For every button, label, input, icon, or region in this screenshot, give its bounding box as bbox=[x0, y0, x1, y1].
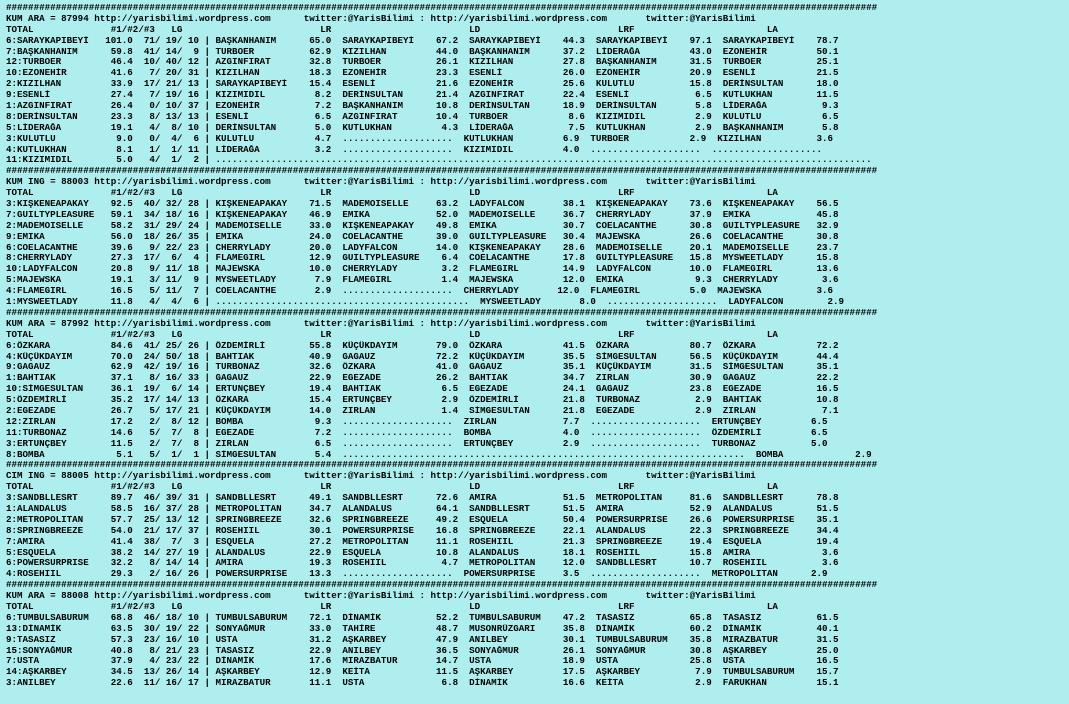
text-line: KUM ING = 88003 http://yarisbilimi.wordpress.com twitter:@YarisBilimi : http://yarisbilimi.wordpress.com twitter:@YarisBilimi bbox=[6, 177, 756, 188]
text-line: 9:TASASIZ 57.3 23/ 16/ 10 | USTA 31.2 AŞKARBEY 47.9 ANILBEY 30.1 TUMBULSABURUM 35.8 MIRAZBATUR 31.5 bbox=[6, 634, 839, 645]
text-line: 8:SPRINGBREEZE 54.0 21/ 17/ 37 | ROSEHIIL 30.1 POWERSURPRISE 16.8 SPRINGBREEZE 22.1 ALANDALUS 22.3 SPRINGBREEZE 34.4 bbox=[6, 525, 839, 536]
text-line: 3:ERTUNÇBEY 11.5 2/ 7/ 8 | ZIRLAN 6.5 .................... ERTUNÇBEY 2.9 .................... TURBONAZ 5.0 bbox=[6, 438, 828, 449]
text-line: CIM ING = 88005 http://yarisbilimi.wordpress.com twitter:@YarisBilimi : http://yarisbilimi.wordpress.com twitter:@YarisBilimi bbox=[6, 471, 756, 482]
text-line: 1:BAHTIAK 37.1 8/ 16/ 33 | GAGAUZ 22.9 EGEZADE 26.2 BAHTIAK 34.7 ZIRLAN 30.9 GAGAUZ 22.2 bbox=[6, 373, 839, 384]
text-line: TOTAL #1/#2/#3 LG LR LD LRF LA bbox=[6, 482, 778, 493]
text-line: 14:AŞKARBEY 34.5 13/ 26/ 14 | AŞKARBEY 12.9 KEİTA 11.5 AŞKARBEY 17.5 AŞKARBEY 7.9 TUMBULSABURUM 15.7 bbox=[6, 667, 839, 678]
text-line: 5:LİDERAĞA 19.1 4/ 8/ 10 | DERİNSULTAN 5.0 KUTLUKHAN 4.3 LİDERAĞA 7.5 KUTLUKHAN 2.9 BAŞKANHANIM 5.8 bbox=[6, 122, 839, 133]
text-line: 6:SARAYKAPIBEYİ 101.0 71/ 19/ 10 | BAŞKANHANIM 65.0 SARAYKAPIBEYİ 67.2 SARAYKAPIBEYİ 44.3 SARAYKAPIBEYİ 97.1 SARAYKAPIBEYİ 78.7 bbox=[6, 35, 839, 46]
text-line bbox=[6, 689, 1069, 700]
text-line: TOTAL #1/#2/#3 LG LR LD LRF LA bbox=[6, 329, 778, 340]
text-line: 7:USTA 37.9 4/ 23/ 22 | DİNAMİK 17.6 MIRAZBATUR 14.7 USTA 18.9 USTA 25.8 USTA 16.5 bbox=[6, 656, 839, 667]
text-line: KUM ARA = 87994 http://yarisbilimi.wordpress.com twitter:@YarisBilimi : http://yarisbilimi.wordpress.com twitter:@YarisBilimi bbox=[6, 13, 756, 24]
text-line: 1:AZGINFIRAT 26.4 0/ 10/ 37 | EZONEHİR 7.2 BAŞKANHANIM 10.8 DERİNSULTAN 18.9 DERİNSULTAN 5.8 LİDERAĞA 9.3 bbox=[6, 101, 839, 112]
text-line: 3:ANILBEY 22.6 11/ 16/ 17 | MIRAZBATUR 11.1 USTA 6.8 DİNAMİK 16.6 KEİTA 2.9 FARUKHAN 15.1 bbox=[6, 678, 839, 689]
text-line: 11:TURBONAZ 14.6 5/ 7/ 8 | EGEZADE 7.2 .................... BOMBA 4.0 .................... ÖZDEMİRLİ 6.5 bbox=[6, 427, 828, 438]
text-line: 7:GUILTYPLEASURE 59.1 34/ 18/ 16 | KIŞKENEAPAKAY 46.9 EMIKA 52.0 MADEMOISELLE 36.7 CHERRYLADY 37.9 EMIKA 45.8 bbox=[6, 209, 839, 220]
text-line: TOTAL #1/#2/#3 LG LR LD LRF LA bbox=[6, 24, 778, 35]
text-line: 3:KULUTLU 9.0 0/ 4/ 6 | KULUTLU 4.7 .................... KUTLUKHAN 6.9 TURBOER 2.9 KIZILHAN 3.6 bbox=[6, 133, 834, 144]
text-line: 5:ÖZDEMİRLİ 35.2 17/ 14/ 13 | ÖZKARA 15.4 ERTUNÇBEY 2.9 ÖZDEMİRLİ 21.8 TURBONAZ 2.9 BAHTIAK 10.8 bbox=[6, 395, 839, 406]
text-line: 8:CHERRYLADY 27.3 17/ 6/ 4 | FLAMEGIRL 12.9 GUILTYPLEASURE 6.4 COELACANTHE 17.8 GUILTYPLEASURE 15.8 MYSWEETLADY 15.8 bbox=[6, 253, 839, 264]
text-line: ############################################################################################################################################################## bbox=[6, 580, 878, 591]
text-line: 10:EZONEHİR 41.6 7/ 20/ 31 | KIZILHAN 18.3 EZONEHİR 23.3 ESENLİ 26.0 EZONEHİR 20.9 ESENLİ 21.5 bbox=[6, 68, 839, 79]
text-line: 13:DİNAMİK 63.5 30/ 19/ 22 | SONYAĞMUR 33.0 TAHİRE 48.7 MUSONRÜZGARI 35.8 DİNAMİK 60.2 DİNAMİK 40.1 bbox=[6, 623, 839, 634]
text-line: 2:KIZILHAN 33.9 17/ 21/ 13 | SARAYKAPIBEYİ 15.4 ESENLİ 21.6 EZONEHİR 25.6 KULUTLU 15.8 DERİNSULTAN 18.0 bbox=[6, 79, 839, 90]
text-line: 6:ÖZKARA 84.6 41/ 25/ 26 | ÖZDEMİRLİ 55.8 KÜÇÜKDAYIM 79.0 ÖZKARA 41.5 ÖZKARA 80.7 ÖZKARA 72.2 bbox=[6, 340, 839, 351]
text-line: 8:BOMBA 5.1 5/ 1/ 1 | SİMGESULTAN 5.4 ......................................................................... BOMBA 2.9 bbox=[6, 449, 872, 460]
text-line: ############################################################################################################################################################## bbox=[6, 3, 878, 13]
text-line: 15:SONYAĞMUR 40.8 8/ 21/ 23 | TASASIZ 22.9 ANILBEY 36.5 SONYAĞMUR 26.1 SONYAĞMUR 30.8 AŞKARBEY 25.0 bbox=[6, 645, 839, 656]
text-line: 6:TUMBULSABURUM 68.8 46/ 18/ 10 | TUMBULSABURUM 72.1 DİNAMİK 52.2 TUMBULSABURUM 47.2 TASASIZ 65.8 TASASIZ 61.5 bbox=[6, 612, 839, 623]
text-line: 7:AMIRA 41.4 38/ 7/ 3 | ESQUELA 27.2 METROPOLITAN 11.1 ROSEHIIL 21.3 SPRINGBREEZE 19.4 ESQUELA 19.4 bbox=[6, 536, 839, 547]
text-line: KUM ARA = 88008 http://yarisbilimi.wordpress.com twitter:@YarisBilimi : http://yarisbilimi.wordpress.com twitter:@YarisBilimi bbox=[6, 591, 756, 602]
text-line: 3:KIŞKENEAPAKAY 92.5 40/ 32/ 28 | KIŞKENEAPAKAY 71.5 MADEMOISELLE 63.2 LADYFALCON 38.1 KIŞKENEAPAKAY 73.6 KIŞKENEAPAKAY 56.5 bbox=[6, 199, 839, 210]
text-line: 5:ESQUELA 38.2 14/ 27/ 19 | ALANDALUS 22.9 ESQUELA 10.8 ALANDALUS 18.1 ROSEHIIL 15.8 AMIRA 3.6 bbox=[6, 547, 839, 558]
text-line: 4:ROSEHIIL 29.3 2/ 16/ 26 | POWERSURPRISE 13.3 .................... POWERSURPRISE 3.5 .................... METROPOLITAN 2.9 bbox=[6, 569, 828, 580]
text-line: 10:SİMGESULTAN 36.1 19/ 6/ 14 | ERTUNÇBEY 19.4 BAHTIAK 6.5 EGEZADE 24.1 GAGAUZ 23.8 EGEZADE 16.5 bbox=[6, 384, 839, 395]
text-line: 10:LADYFALCON 20.8 9/ 11/ 18 | MAJEWSKA 10.0 CHERRYLADY 3.2 FLAMEGIRL 14.9 LADYFALCON 10.0 FLAMEGIRL 13.6 bbox=[6, 264, 839, 275]
text-line: 2:MADEMOISELLE 58.2 31/ 29/ 24 | MADEMOISELLE 33.0 KIŞKENEAPAKAY 49.8 EMIKA 30.7 COELACANTHE 30.8 GUILTYPLEASURE 32.9 bbox=[6, 220, 839, 231]
text-line: 4:KÜÇÜKDAYIM 70.0 24/ 50/ 18 | BAHTIAK 40.9 GAGAUZ 72.2 KÜÇÜKDAYIM 35.5 SİMGESULTAN 56.5 KÜÇÜKDAYIM 44.4 bbox=[6, 351, 839, 362]
text-line: 11:KIZIMIDIL 5.0 4/ 1/ 2 | ....................................................................................................................... bbox=[6, 155, 872, 166]
text-line: ############################################################################################################################################################## bbox=[6, 307, 878, 318]
text-line: 6:COELACANTHE 39.6 9/ 22/ 23 | CHERRYLADY 20.0 LADYFALCON 14.0 KIŞKENEAPAKAY 28.6 MADEMOISELLE 20.1 MADEMOISELLE 23.7 bbox=[6, 242, 839, 253]
text-line: KUM ARA = 87992 http://yarisbilimi.wordpress.com twitter:@YarisBilimi : http://yarisbilimi.wordpress.com twitter:@YarisBilimi bbox=[6, 318, 756, 329]
text-line: 2:EGEZADE 26.7 5/ 17/ 21 | KÜÇÜKDAYIM 14.0 ZIRLAN 1.4 SİMGESULTAN 21.8 EGEZADE 2.9 ZIRLAN 7.1 bbox=[6, 405, 839, 416]
text-line: 2:METROPOLITAN 57.7 25/ 13/ 12 | SPRINGBREEZE 32.6 SPRINGBREEZE 49.2 ESQUELA 50.4 POWERSURPRISE 26.6 POWERSURPRISE 35.1 bbox=[6, 514, 839, 525]
text-line: TOTAL #1/#2/#3 LG LR LD LRF LA bbox=[6, 188, 778, 199]
text-line: 9:ESENLİ 27.4 7/ 19/ 16 | KIZIMIDIL 8.2 DERİNSULTAN 21.4 AZGINFIRAT 22.4 ESENLİ 6.5 KUTLUKHAN 11.5 bbox=[6, 90, 839, 101]
text-line: 9:GAGAUZ 62.9 42/ 19/ 16 | TURBONAZ 32.6 ÖZKARA 41.0 GAGAUZ 35.1 KÜÇÜKDAYIM 31.5 SİMGESULTAN 35.1 bbox=[6, 362, 839, 373]
text-line: 7:BAŞKANHANIM 59.8 41/ 14/ 9 | TURBOER 62.9 KIZILHAN 44.0 BAŞKANHANIM 37.2 LİDERAĞA 43.0 EZONEHİR 50.1 bbox=[6, 46, 839, 57]
text-line: 1:ALANDALUS 58.5 16/ 37/ 28 | METROPOLITAN 34.7 ALANDALUS 64.1 SANDBLLESRT 51.5 AMIRA 52.9 ALANDALUS 51.5 bbox=[6, 503, 839, 514]
text-line: 5:MAJEWSKA 19.1 3/ 11/ 9 | MYSWEETLADY 7.9 FLAMEGIRL 1.4 MAJEWSKA 12.0 EMIKA 9.3 CHERRYLADY 3.6 bbox=[6, 275, 839, 286]
text-line: 6:POWERSURPRISE 32.2 8/ 14/ 14 | AMIRA 19.3 ROSEHIIL 4.7 METROPOLITAN 12.0 SANDBLLESRT 10.7 ROSEHIIL 3.6 bbox=[6, 558, 839, 569]
text-line: 9:EMIKA 56.0 18/ 26/ 35 | EMIKA 24.0 COELACANTHE 39.0 GUILTYPLEASURE 30.4 MAJEWSKA 26.6 COELACANTHE 30.8 bbox=[6, 231, 839, 242]
text-line: 1:MYSWEETLADY 11.8 4/ 4/ 6 | .............................................. MYSWEETLADY 8.0 .................... LADYFALCON 2.9 bbox=[6, 297, 845, 308]
text-line: 3:SANDBLLESRT 89.7 46/ 39/ 31 | SANDBLLESRT 49.1 SANDBLLESRT 72.6 AMIRA 51.5 METROPOLITAN 81.6 SANDBLLESRT 78.8 bbox=[6, 493, 839, 504]
text-line: ############################################################################################################################################################## bbox=[6, 460, 878, 471]
text-line: TOTAL #1/#2/#3 LG LR LD LRF LA bbox=[6, 601, 778, 612]
text-line: 8:DERİNSULTAN 23.3 8/ 13/ 13 | ESENLİ 6.5 AZGINFIRAT 10.4 TURBOER 8.6 KIZIMIDIL 2.9 KULUTLU 6.5 bbox=[6, 111, 839, 122]
text-line: 12:TURBOER 46.4 10/ 40/ 12 | AZGINFIRAT 32.8 TURBOER 26.1 KIZILHAN 27.8 BAŞKANHANIM 31.5 TURBOER 25.1 bbox=[6, 57, 839, 68]
text-line: 4:KUTLUKHAN 8.1 1/ 1/ 11 | LİDERAĞA 3.2 .................... KIZIMIDIL 4.0 .................... .................... bbox=[6, 144, 822, 155]
text-line: ############################################################################################################################################################## bbox=[6, 166, 878, 177]
text-line: 12:ZIRLAN 17.2 2/ 8/ 12 | BOMBA 9.3 .................... ZIRLAN 7.7 .................... ERTUNÇBEY 6.5 bbox=[6, 416, 828, 427]
text-line: 4:FLAMEGIRL 16.5 5/ 11/ 7 | COELACANTHE 2.9 .................... CHERRYLADY 12.0 FLAMEGIRL 5.0 MAJEWSKA 3.6 bbox=[6, 286, 834, 297]
